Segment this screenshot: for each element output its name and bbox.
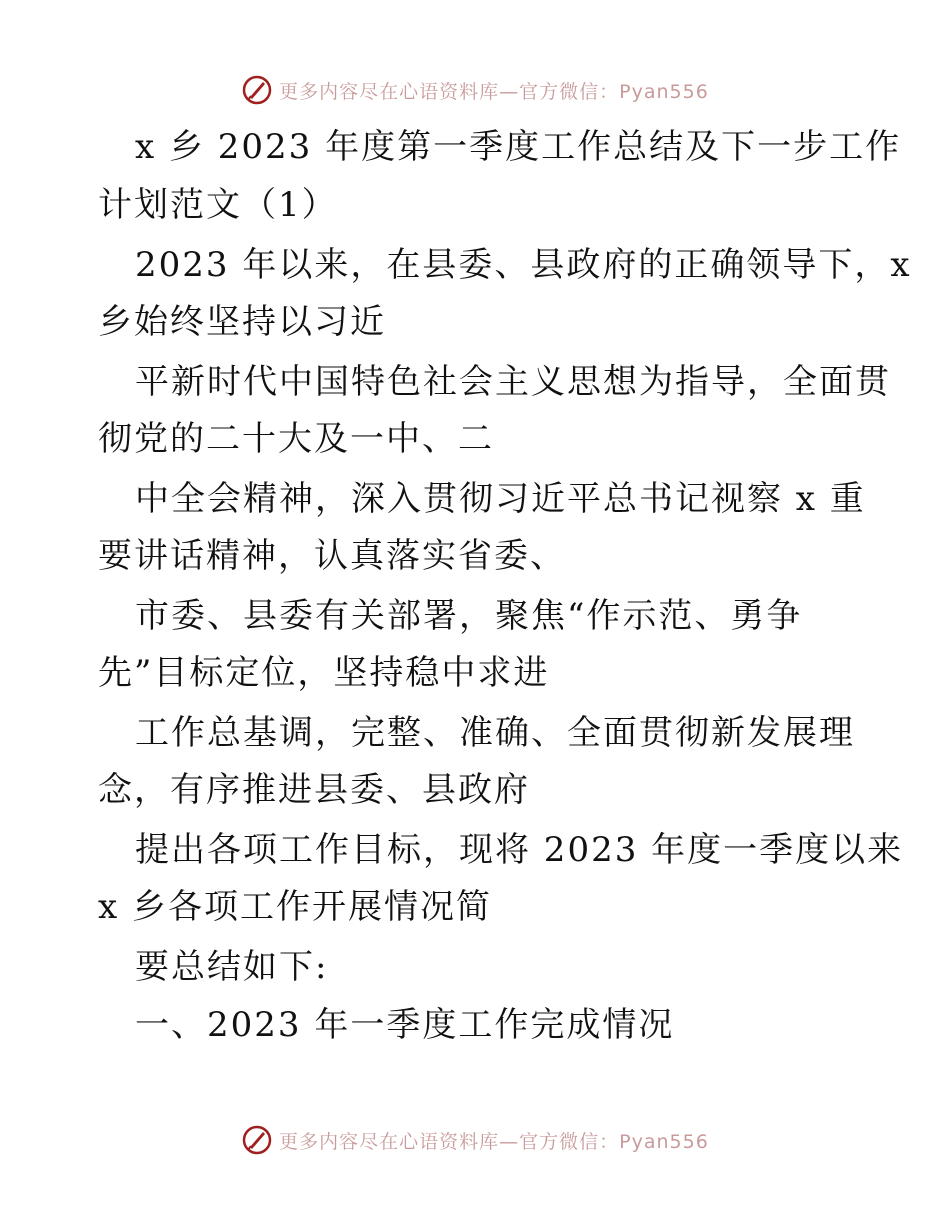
doc-section-heading: 一、2023 年一季度工作完成情况: [135, 1005, 675, 1045]
doc-paragraph-line: 工作总基调，完整、准确、全面贯彻新发展理: [135, 713, 855, 753]
doc-title-line-1: x 乡 2023 年度第一季度工作总结及下一步工作: [135, 127, 902, 167]
doc-paragraph-line: 先”目标定位，坚持稳中求进: [98, 653, 550, 693]
doc-paragraph-line: 要总结如下:: [135, 947, 329, 987]
doc-paragraph-line: 市委、县委有关部署，聚焦“作示范、勇争: [135, 596, 803, 636]
footer-watermark-banner: [0, 1120, 950, 1160]
doc-paragraph-line: 彻党的二十大及一中、二: [98, 419, 494, 459]
quill-pen-circle-icon: [241, 1124, 273, 1156]
doc-paragraph-line: 2023 年以来，在县委、县政府的正确领导下，x: [135, 245, 912, 285]
doc-paragraph-line: 平新时代中国特色社会主义思想为指导，全面贯: [135, 362, 891, 402]
header-watermark-banner: [0, 70, 950, 110]
header-watermark-text: 更多内容尽在心语资料库—官方微信：Pyan556: [279, 80, 709, 103]
doc-title-line-2: 计划范文（1）: [98, 185, 338, 225]
doc-paragraph-line: 提出各项工作目标，现将 2023 年度一季度以来: [135, 830, 904, 870]
doc-paragraph-line: x 乡各项工作开展情况简: [98, 887, 492, 927]
doc-paragraph-line: 乡始终坚持以习近: [98, 302, 386, 342]
doc-paragraph-line: 念，有序推进县委、县政府: [98, 770, 530, 810]
doc-paragraph-line: 中全会精神，深入贯彻习近平总书记视察 x 重: [135, 479, 866, 519]
footer-watermark-text: 更多内容尽在心语资料库—官方微信：Pyan556: [279, 1130, 709, 1153]
doc-paragraph-line: 要讲话精神，认真落实省委、: [98, 536, 566, 576]
quill-pen-circle-icon: [241, 74, 273, 106]
